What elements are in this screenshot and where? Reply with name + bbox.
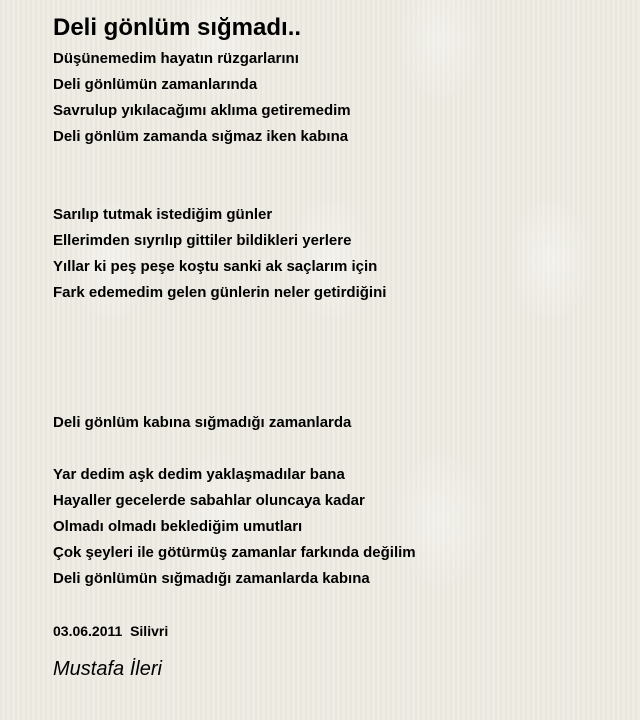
stanza-gap xyxy=(53,306,623,358)
poem-line: Deli gönlümün sığmadığı zamanlarda kabına xyxy=(53,570,370,587)
stanza-gap xyxy=(53,436,623,462)
poem-line: Savrulup yıkılacağımı aklıma getiremedim xyxy=(53,102,351,119)
poem-line: Deli gönlüm kabına sığmadığı zamanlarda xyxy=(53,414,352,431)
poem-line: Deli gönlümün zamanlarında xyxy=(53,76,258,93)
poem-line: Çok şeyleri ile götürmüş zamanlar farkında değilim xyxy=(53,544,416,561)
poem-line: Sarılıp tutmak istediğim günler xyxy=(53,206,273,223)
poem-line: Yıllar ki peş peşe koştu sanki ak saçlarım için xyxy=(53,258,378,275)
poem-line: Yar dedim aşk dedim yaklaşmadılar bana xyxy=(53,466,345,483)
stanza-gap xyxy=(53,592,623,618)
poem-line: Fark edemedim gelen günlerin neler getirdiğini xyxy=(53,284,387,301)
poem-line: Hayaller gecelerde sabahlar oluncaya kadar xyxy=(53,492,365,509)
poem-line: Olmadı olmadı beklediğim umutları xyxy=(53,518,303,535)
poem-line: Deli gönlüm zamanda sığmaz iken kabına xyxy=(53,128,349,145)
stanza-3 xyxy=(53,410,623,436)
poem-title: Deli gönlüm sığmadı.. xyxy=(53,14,302,41)
poem-line: Ellerimden sıyrılıp gittiler bildikleri yerlere xyxy=(53,232,352,249)
stanza-gap xyxy=(53,358,623,410)
date-place: 03.06.2011 Silivri xyxy=(53,623,169,639)
stanza-2 xyxy=(53,202,623,306)
stanza-1 xyxy=(53,46,623,150)
stanza-4 xyxy=(53,462,623,592)
stanza-gap xyxy=(53,150,623,202)
poem-page xyxy=(53,10,623,684)
author-name: Mustafa İleri xyxy=(53,658,162,680)
poem-line: Düşünemedim hayatın rüzgarlarını xyxy=(53,50,299,67)
